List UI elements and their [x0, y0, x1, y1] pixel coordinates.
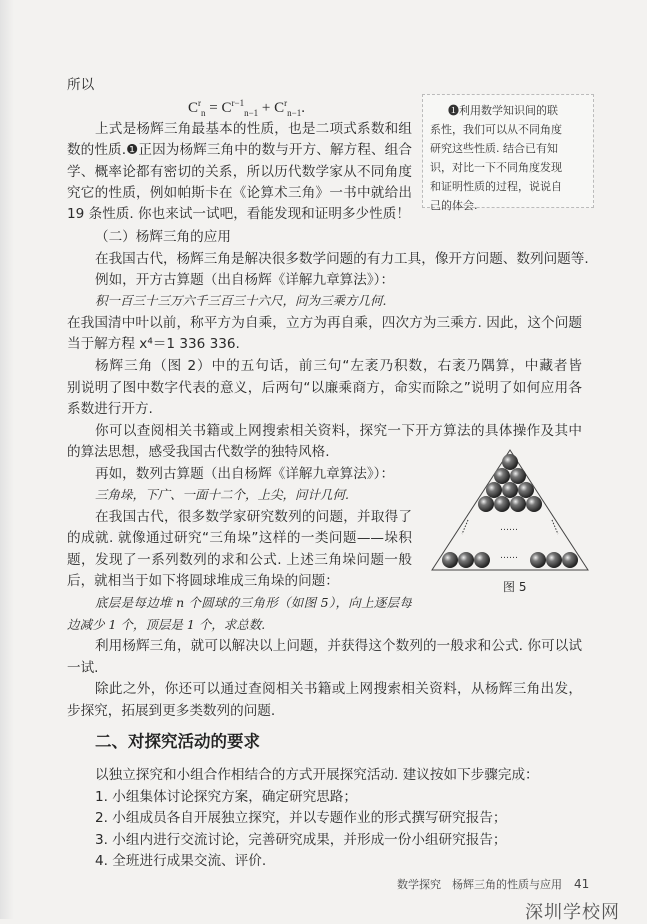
subheading: （二）杨辉三角的应用: [95, 229, 231, 245]
ball: [526, 496, 542, 512]
problem-statement: 边减少 1 个，顶层是 1 个，求总数.: [67, 617, 266, 632]
para-line: 数的性质.❶正因为杨辉三角中的数与开方、解方程、组合: [67, 142, 412, 158]
ball: [518, 482, 534, 498]
para-line: 上式是杨辉三角最基本的性质，也是二项式系数和组: [95, 121, 412, 137]
para-line: 在我国古代，很多数学家研究数列的问题，并取得了: [95, 509, 412, 525]
para-line: 除此之外，你还可以通过查阅相关书籍或上网搜索相关资料，从杨辉三角出发，: [95, 681, 582, 697]
para-line: 别说明了图中数字代表的意义，后两句“以廉乘商方，命实而除之”说明了如何应用各: [67, 380, 582, 396]
step-item: 1. 小组集体讨论探究方案，确定研究思路；: [95, 789, 357, 805]
problem-statement: 底层是每边堆 n 个圆球的三角形（如图 5），向上逐层每: [95, 595, 412, 610]
ball: [474, 552, 490, 568]
page-footer: [397, 876, 589, 892]
ball: [546, 552, 562, 568]
ball: [502, 482, 518, 498]
ancient-problem-quote: 积一百三十三万六千三百三十六尺，问为三乘方几何.: [95, 293, 387, 308]
margin-note: ❶利用数学知识间的联 系性，我们可以从不同角度 研究这些性质. 结合已有知 识，对比一下不同角度发现 和证明性质的过程，说说自 己的体会.: [422, 94, 594, 208]
para-line: 究它的性质，例如帕斯卡在《论算术三角》一书中就给出: [67, 185, 412, 201]
para-line: 的算法思想，感受我国古代数学的独特风格.: [67, 444, 330, 460]
ball: [530, 552, 546, 568]
para-line: 例如，开方古算题（出自杨辉《详解九章算法》）：: [95, 272, 395, 288]
ball: [458, 552, 474, 568]
ball: [510, 496, 526, 512]
para-line: 题，发现了一系列数列的求和公式. 上述三角垛问题一般: [67, 552, 412, 568]
para-line: 的成就. 就像通过研究“三角垛”这样的一类问题——垛积: [67, 530, 412, 546]
svg-text:……: ……: [500, 523, 518, 533]
para-line: 学、概率论都有密切的关系，所以历代数学家从不同角度: [67, 164, 412, 180]
figure-caption: 图 5: [503, 580, 527, 594]
section-heading: 二、对探究活动的要求: [95, 732, 260, 751]
step-item: 2. 小组成员各自开展独立探究，并以专题作业的形式撰写研究报告；: [95, 810, 507, 826]
scan-edge-left: [0, 0, 14, 919]
para-line: 杨辉三角（图 2）中的五句话，前三句“左袤乃积数，右袤乃隅算，中藏者皆: [95, 358, 582, 374]
page-number: 41: [574, 877, 590, 891]
ball: [502, 454, 518, 470]
ball: [486, 482, 502, 498]
step-item: 4. 全班进行成果交流、评价.: [95, 853, 267, 869]
para-line: 在我国古代，杨辉三角是解决很多数学问题的有力工具，像开方问题、数列问题等.: [95, 251, 589, 267]
ball: [442, 552, 458, 568]
para-line: 再如，数列古算题（出自杨辉《详解九章算法》）：: [95, 466, 395, 482]
step-item: 3. 小组内进行交流讨论，完善研究成果，并形成一份小组研究报告；: [95, 832, 507, 848]
para-line: 你可以查阅相关书籍或上网搜索相关资料，探究一下开方算法的具体操作及其中: [95, 423, 582, 439]
para-line: 19 条性质. 你也来试一试吧，看能发现和证明多少性质！: [67, 206, 410, 222]
para-line: 一试.: [67, 660, 99, 676]
ball: [562, 552, 578, 568]
ball: [478, 496, 494, 512]
para-line: 利用杨辉三角，就可以解决以上问题，并获得这个数列的一般求和公式. 你可以试: [95, 638, 582, 654]
combination-formula: $C^r_n = C^{r-1}_{n-1} + C^r_{n-1}$.: [188, 98, 305, 118]
para-line: 步探究，拓展到更多类数列的问题.: [67, 703, 276, 719]
para-line: 当于解方程 x⁴＝1 336 336.: [67, 336, 240, 352]
para-line: 系数进行开方.: [67, 401, 153, 417]
ball: [494, 468, 510, 484]
para-line: 在我国清中叶以前，称平方为自乘，立方为再自乘，四次方为三乘方. 因此，这个问题: [67, 315, 582, 331]
ball: [510, 468, 526, 484]
ball-pyramid-figure: [428, 448, 592, 572]
section-intro: 以独立探究和小组合作相结合的方式开展探究活动. 建议按如下步骤完成：: [95, 767, 539, 783]
ancient-problem-quote: 三角垛，下广、一面十二个，上尖，问计几何.: [95, 487, 349, 502]
watermark: 深圳学校网: [525, 902, 620, 923]
footer-title: 数学探究 杨辉三角的性质与应用: [397, 878, 562, 891]
svg-text:……: ……: [500, 551, 518, 561]
para-line: 后，就相当于如下将圆球堆成三角垛的问题：: [67, 573, 339, 589]
ball: [494, 496, 510, 512]
intro-text: 所以: [67, 77, 95, 93]
